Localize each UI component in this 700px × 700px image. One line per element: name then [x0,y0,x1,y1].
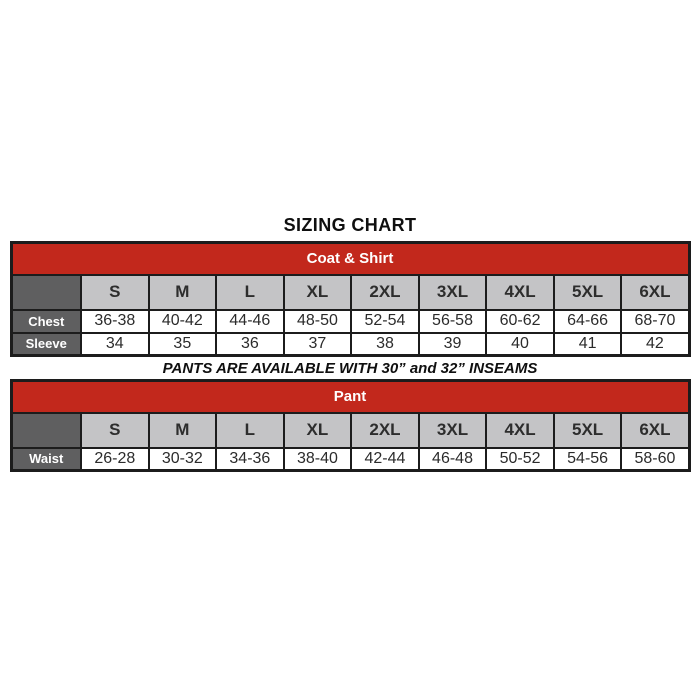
pant-table [0,379,700,472]
row-label-sleeve: Sleeve [11,333,81,356]
table-row-chest [11,310,689,333]
size-header-6xl: 6XL [621,413,689,448]
size-header-4xl: 4XL [486,275,554,310]
cell-chest-s: 36-38 [81,310,149,333]
cell-sleeve-4xl: 40 [486,333,554,356]
size-table-coat-shirt [10,241,691,357]
cell-waist-4xl: 50-52 [486,448,554,471]
size-header-3xl: 3XL [419,413,487,448]
table-title-coat-shirt: Coat & Shirt [11,243,689,275]
cell-waist-m: 30-32 [149,448,217,471]
row-label-waist: Waist [11,448,81,471]
table-title-pant: Pant [11,381,689,413]
cell-waist-s: 26-28 [81,448,149,471]
inseam-note: PANTS ARE AVAILABLE WITH 30” and 32” INSEAMS [162,360,538,377]
size-header-2xl: 2XL [351,413,419,448]
size-header-s: S [81,275,149,310]
page-title: SIZING CHART [283,215,417,235]
size-header-xl: XL [284,413,352,448]
cell-waist-3xl: 46-48 [419,448,487,471]
cell-chest-6xl: 68-70 [621,310,689,333]
corner-cell [11,275,81,310]
cell-chest-4xl: 60-62 [486,310,554,333]
cell-sleeve-2xl: 38 [351,333,419,356]
cell-sleeve-5xl: 41 [554,333,622,356]
size-table-pant [10,379,691,472]
cell-waist-l: 34-36 [216,448,284,471]
size-header-l: L [216,413,284,448]
cell-sleeve-m: 35 [149,333,217,356]
table-row-sleeve [11,333,689,356]
size-header-m: M [149,275,217,310]
cell-waist-2xl: 42-44 [351,448,419,471]
size-header-m: M [149,413,217,448]
cell-sleeve-xl: 37 [284,333,352,356]
size-header-xl: XL [284,275,352,310]
cell-chest-3xl: 56-58 [419,310,487,333]
size-header-4xl: 4XL [486,413,554,448]
cell-chest-l: 44-46 [216,310,284,333]
corner-cell [11,413,81,448]
cell-chest-m: 40-42 [149,310,217,333]
size-header-s: S [81,413,149,448]
table-row-waist [11,448,689,471]
cell-chest-2xl: 52-54 [351,310,419,333]
size-header-6xl: 6XL [621,275,689,310]
cell-waist-5xl: 54-56 [554,448,622,471]
cell-sleeve-6xl: 42 [621,333,689,356]
cell-waist-6xl: 58-60 [621,448,689,471]
size-header-3xl: 3XL [419,275,487,310]
cell-chest-xl: 48-50 [284,310,352,333]
coat-shirt-table [0,241,700,357]
cell-sleeve-3xl: 39 [419,333,487,356]
row-label-chest: Chest [11,310,81,333]
size-header-5xl: 5XL [554,275,622,310]
size-header-l: L [216,275,284,310]
cell-sleeve-s: 34 [81,333,149,356]
cell-chest-5xl: 64-66 [554,310,622,333]
size-header-5xl: 5XL [554,413,622,448]
size-header-2xl: 2XL [351,275,419,310]
cell-sleeve-l: 36 [216,333,284,356]
cell-waist-xl: 38-40 [284,448,352,471]
